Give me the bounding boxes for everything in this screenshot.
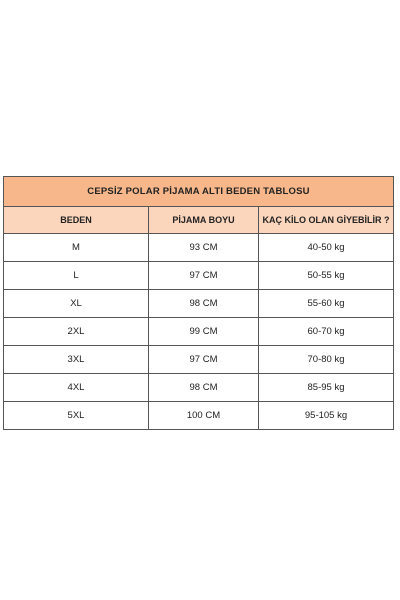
table-row bbox=[4, 374, 394, 402]
size-cell: M bbox=[4, 234, 149, 262]
weight-cell: 60-70 kg bbox=[259, 318, 394, 346]
length-cell: 100 CM bbox=[149, 402, 259, 430]
length-cell: 99 CM bbox=[149, 318, 259, 346]
weight-cell: 85-95 kg bbox=[259, 374, 394, 402]
table-row bbox=[4, 318, 394, 346]
size-cell: XL bbox=[4, 290, 149, 318]
size-chart-table bbox=[3, 176, 394, 430]
table-row bbox=[4, 234, 394, 262]
table-row bbox=[4, 346, 394, 374]
weight-cell: 70-80 kg bbox=[259, 346, 394, 374]
title-row bbox=[4, 177, 394, 207]
weight-cell: 55-60 kg bbox=[259, 290, 394, 318]
length-cell: 98 CM bbox=[149, 374, 259, 402]
size-cell: 5XL bbox=[4, 402, 149, 430]
size-cell: 3XL bbox=[4, 346, 149, 374]
header-size: BEDEN bbox=[4, 207, 149, 234]
table-row bbox=[4, 402, 394, 430]
table-title: CEPSİZ POLAR PİJAMA ALTI BEDEN TABLOSU bbox=[4, 177, 394, 207]
weight-cell: 95-105 kg bbox=[259, 402, 394, 430]
weight-cell: 40-50 kg bbox=[259, 234, 394, 262]
table-row bbox=[4, 290, 394, 318]
length-cell: 98 CM bbox=[149, 290, 259, 318]
table-row bbox=[4, 262, 394, 290]
size-cell: L bbox=[4, 262, 149, 290]
size-cell: 4XL bbox=[4, 374, 149, 402]
length-cell: 93 CM bbox=[149, 234, 259, 262]
header-length: PİJAMA BOYU bbox=[149, 207, 259, 234]
length-cell: 97 CM bbox=[149, 346, 259, 374]
header-weight: KAÇ KİLO OLAN GİYEBİLİR ? bbox=[259, 207, 394, 234]
length-cell: 97 CM bbox=[149, 262, 259, 290]
header-row bbox=[4, 207, 394, 234]
weight-cell: 50-55 kg bbox=[259, 262, 394, 290]
size-cell: 2XL bbox=[4, 318, 149, 346]
